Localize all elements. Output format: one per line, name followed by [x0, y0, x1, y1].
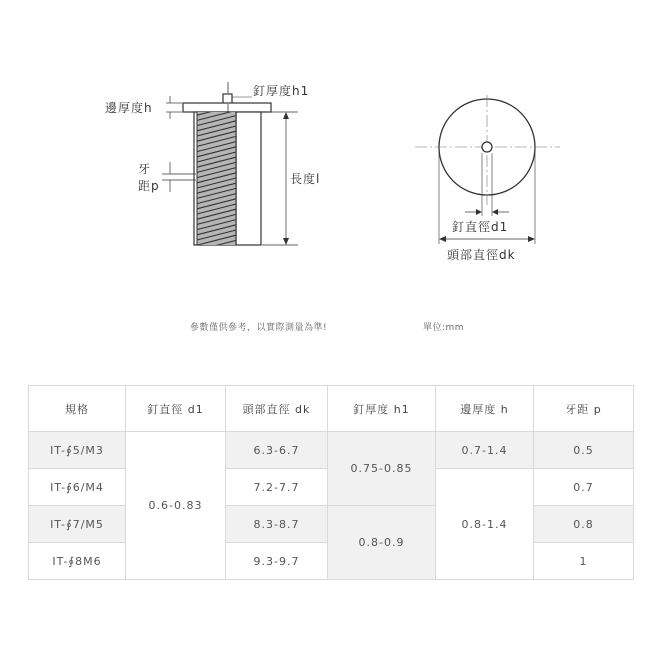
- nail-thickness-cell: 0.75-0.85: [328, 432, 436, 506]
- table-row: [29, 506, 634, 543]
- pitch-cell: 0.8: [534, 506, 634, 543]
- head-diameter-cell: 8.3-8.7: [226, 506, 328, 543]
- side-view: [183, 94, 271, 266]
- table-row: [29, 432, 634, 469]
- label-length: 長度l: [290, 172, 321, 186]
- head-diameter-cell: 9.3-9.7: [226, 543, 328, 580]
- thread-line: [197, 246, 236, 256]
- dim-edge-thickness: [105, 96, 182, 119]
- disclaimer-note: 參數僅供參考，以實際測量為準!: [190, 323, 328, 333]
- edge-thickness-cell: 0.7-1.4: [436, 432, 534, 469]
- dim-pitch: [138, 162, 196, 193]
- label-pitch-top: 牙: [138, 162, 151, 176]
- unit-note: 單位:mm: [423, 323, 465, 333]
- header-nail-thickness: 釘厚度 h1: [328, 386, 436, 432]
- head-flange: [183, 103, 271, 112]
- nail-diameter-cell: 0.6-0.83: [126, 432, 226, 580]
- header-nail-diameter: 釘直徑 d1: [126, 386, 226, 432]
- label-edge-thickness: 邊厚度h: [105, 101, 153, 115]
- header-spec: 規格: [29, 386, 126, 432]
- spec-table: [28, 385, 634, 580]
- pitch-cell: 1: [534, 543, 634, 580]
- top-view: [415, 95, 560, 205]
- header-head-diameter: 頭部直徑 dk: [226, 386, 328, 432]
- technical-drawing: [0, 0, 660, 300]
- edge-thickness-cell: 0.8-1.4: [436, 469, 534, 580]
- thread-hatching: [197, 100, 236, 266]
- spec-cell: IT-∮5/M3: [29, 432, 126, 469]
- pitch-cell: 0.7: [534, 469, 634, 506]
- pitch-cell: 0.5: [534, 432, 634, 469]
- head-diameter-cell: 6.3-6.7: [226, 432, 328, 469]
- thread-line: [197, 251, 236, 261]
- label-nail-diameter: 釘直徑d1: [452, 220, 509, 234]
- nail-circle: [482, 142, 492, 152]
- dim-length: [262, 112, 320, 245]
- label-pitch-bottom: 距p: [138, 179, 160, 193]
- head-diameter-cell: 7.2-7.7: [226, 469, 328, 506]
- spec-cell: IT-∮7/M5: [29, 506, 126, 543]
- label-head-diameter: 頭部直徑dk: [447, 248, 516, 262]
- thread-line: [197, 256, 236, 266]
- header-pitch: 牙距 p: [534, 386, 634, 432]
- header-edge-thickness: 邊厚度 h: [436, 386, 534, 432]
- table-header-row: [29, 386, 634, 432]
- label-nail-thickness: 釘厚度h1: [253, 84, 310, 98]
- spec-cell: IT-∮8M6: [29, 543, 126, 580]
- nail-thickness-cell: 0.8-0.9: [328, 506, 436, 580]
- spec-cell: IT-∮6/M4: [29, 469, 126, 506]
